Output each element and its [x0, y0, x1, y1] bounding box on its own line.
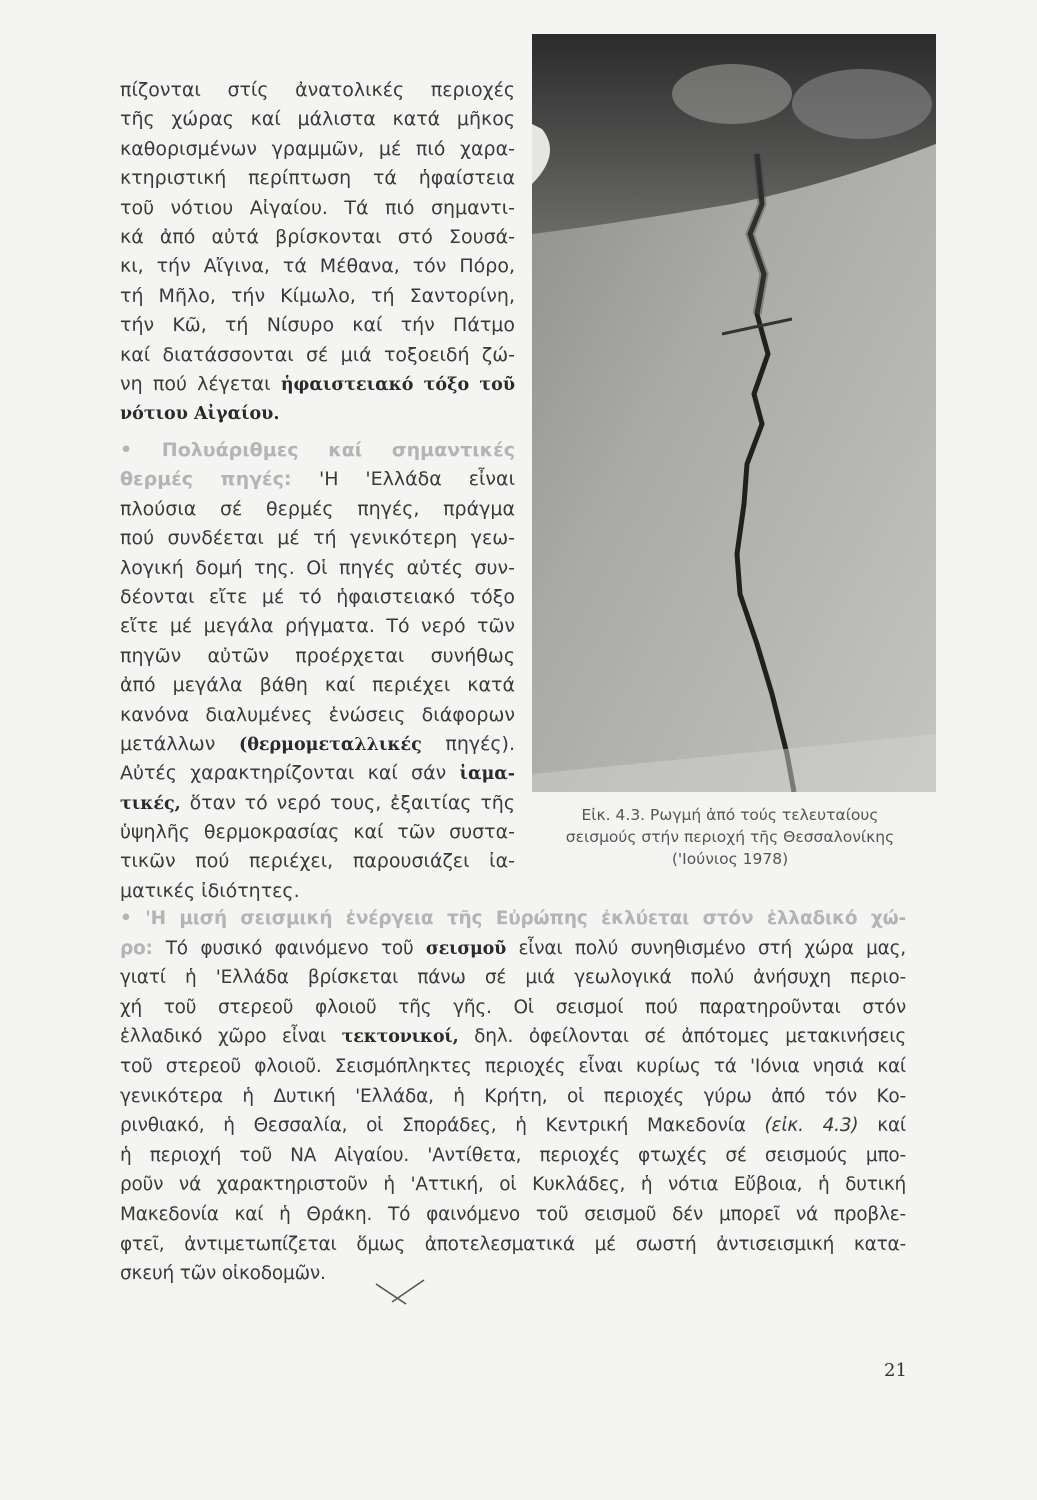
text-segment: εἶναι πολύ συνηθισμένο στή χώρα μας,	[506, 937, 906, 959]
text-segment: ὅταν τό νερό τους, ἐξαιτίας τῆς	[180, 791, 515, 814]
text-segment: σκευή τῶν οἰκοδομῶν.	[120, 1263, 326, 1285]
text-segment: Αὐτές χαρακτηρίζονται καί σάν	[120, 762, 460, 785]
figure-reference: (εἰκ. 4.3)	[764, 1115, 859, 1137]
text-line	[120, 341, 515, 370]
text-segment: τικῶν πού περιέχει, παρουσιάζει ἰα-	[120, 850, 515, 873]
text-segment: τῆς χώρας καί μάλιστα κατά μῆκος	[120, 108, 515, 131]
text-line	[120, 993, 906, 1023]
text-line	[120, 554, 515, 583]
text-line	[120, 642, 515, 671]
bold-term: τικές,	[120, 793, 181, 814]
text-line	[120, 1052, 906, 1082]
text-segment: Τό φυσικό φαινόμενο τοῦ	[165, 937, 426, 959]
text-line	[120, 1111, 906, 1141]
section-heading: • Πολυάριθμες καί σημαντικές	[120, 439, 515, 461]
section-heading: ρο:	[120, 937, 166, 959]
bold-term: σεισμοῦ	[425, 938, 507, 959]
paragraph-volcanoes	[120, 76, 515, 429]
text-line	[120, 934, 906, 964]
text-line	[120, 164, 515, 193]
text-segment: κτηριστική περίπτωση τά ἡφαίστεια	[120, 167, 515, 190]
text-segment: νη πού λέγεται	[120, 372, 281, 395]
paragraph-earthquakes	[120, 904, 906, 1289]
section-heading: θερμές πηγές:	[120, 468, 319, 491]
text-line	[120, 963, 906, 993]
text-line	[120, 223, 515, 252]
text-segment: λογική δομή της. Οἱ πηγές αὐτές συν-	[120, 556, 515, 579]
text-line	[120, 105, 515, 134]
text-segment: ροῦν νά χαρακτηριστοῦν ἡ 'Αττική, οἱ Κυκλάδες, ἡ νότια Εὔβοια, ἡ δυτική	[120, 1174, 906, 1196]
text-segment: φτεῖ, ἀντιμετωπίζεται ὅμως ἀποτελεσματικά μέ σωστή ἀντισεισμική κατα-	[120, 1233, 906, 1255]
text-segment: ματικές ἰδιότητες.	[120, 879, 300, 902]
text-segment: ἡ περιοχή τοῦ ΝΑ Αἰγαίου. 'Αντίθετα, περιοχές φτωχές σέ σεισμούς μπο-	[120, 1144, 906, 1166]
text-segment: δέονται εἴτε μέ τό ἡφαιστειακό τόξο	[120, 585, 515, 608]
caption-line: Εἰκ. 4.3. Ρωγμή ἀπό τούς τελευταίους	[581, 806, 879, 824]
text-line	[120, 730, 515, 759]
text-line	[120, 847, 515, 876]
text-line	[120, 1141, 906, 1171]
bold-term: (θερμομεταλλικές	[238, 734, 422, 755]
text-segment: δηλ. ὀφείλονται σέ ἀπότομες μετακινήσεις	[458, 1026, 906, 1048]
text-line	[120, 76, 515, 105]
text-line	[120, 1170, 906, 1200]
text-segment: πηγῶν αὐτῶν προέρχεται συνήθως	[120, 644, 515, 667]
figure-caption	[540, 804, 920, 870]
text-line	[120, 370, 515, 399]
text-segment: τοῦ στερεοῦ φλοιοῦ. Σεισμόπληκτες περιοχές εἶναι κυρίως τά 'Ιόνια νησιά καί	[120, 1055, 906, 1077]
text-line	[120, 671, 515, 700]
text-line	[120, 818, 515, 847]
text-segment: 'Η 'Ελλάδα εἶναι	[318, 468, 515, 491]
text-line	[120, 789, 515, 818]
text-line	[120, 465, 515, 494]
handwritten-x-mark	[372, 1278, 428, 1306]
text-line	[120, 1259, 906, 1289]
text-line	[120, 399, 515, 428]
bold-term: ἰαμα-	[459, 764, 515, 785]
caption-line: σεισμούς στήν περιοχή τῆς Θεσσαλονίκης	[565, 828, 895, 846]
page-number: 21	[884, 1360, 907, 1381]
text-segment: πηγές).	[421, 732, 515, 755]
text-segment: Μακεδονία καί ἡ Θράκη. Τό φαινόμενο τοῦ σεισμοῦ δέν μπορεῖ νά προβλε-	[120, 1203, 906, 1225]
text-segment: μετάλλων	[120, 732, 239, 755]
text-line	[120, 583, 515, 612]
text-segment: κά ἀπό αὐτά βρίσκονται στό Σουσά-	[120, 225, 515, 248]
text-line	[120, 759, 515, 788]
figure-photo-earthquake-crack	[532, 34, 936, 792]
text-line	[120, 311, 515, 340]
text-line	[120, 904, 906, 934]
text-segment: τή Μῆλο, τήν Κίμωλο, τή Σαντορίνη,	[120, 284, 515, 307]
text-segment: γιατί ἡ 'Ελλάδα βρίσκεται πάνω σέ μιά γεωλογικά πολύ ἀνήσυχη περιο-	[120, 967, 906, 989]
text-segment: τοῦ νότιου Αἰγαίου. Τά πιό σημαντι-	[120, 196, 515, 219]
paragraph-hot-springs	[120, 436, 515, 906]
text-line	[120, 524, 515, 553]
text-segment: πλούσια σέ θερμές πηγές, πράγμα	[120, 497, 515, 520]
text-segment: ρινθιακό, ἡ Θεσσαλία, οἱ Σποράδες, ἡ Κεντρική Μακεδονία	[120, 1115, 765, 1137]
text-segment: τήν Κῶ, τή Νίσυρο καί τήν Πάτμο	[120, 314, 515, 337]
text-segment: χή τοῦ στερεοῦ φλοιοῦ τῆς γῆς. Οἱ σεισμοί πού παρατηροῦνται στόν	[120, 996, 906, 1018]
text-segment: καί	[858, 1115, 906, 1137]
text-segment: ἀπό μεγάλα βάθη καί περιέχει κατά	[120, 674, 515, 697]
text-line	[120, 877, 515, 906]
bold-term: τεκτονικοί,	[341, 1027, 459, 1048]
text-segment: εἴτε μέ μεγάλα ρήγματα. Τό νερό τῶν	[120, 615, 515, 638]
text-line	[120, 612, 515, 641]
text-segment: πίζονται στίς ἀνατολικές περιοχές	[120, 79, 515, 101]
text-segment: ἑλλαδικό χῶρο εἶναι	[120, 1026, 342, 1048]
text-line	[120, 135, 515, 164]
text-line	[120, 1022, 906, 1052]
text-line	[120, 252, 515, 281]
text-line	[120, 701, 515, 730]
text-line	[120, 194, 515, 223]
section-heading: • 'Η μισή σεισμική ἐνέργεια τῆς Εὐρώπης ἐκλύεται στόν ἑλλαδικό χώ-	[120, 908, 906, 929]
bold-term: νότιου Αἰγαίου.	[120, 404, 280, 425]
text-segment: καθορισμένων γραμμῶν, μέ πιό χαρα-	[120, 137, 515, 160]
text-segment: γενικότερα ἡ Δυτική 'Ελλάδα, ἡ Κρήτη, οἱ περιοχές γύρω ἀπό τόν Κο-	[120, 1085, 906, 1107]
text-segment: κι, τήν Αἴγινα, τά Μέθανα, τόν Πόρο,	[120, 255, 515, 278]
text-segment: καί διατάσσονται σέ μιά τοξοειδή ζώ-	[120, 343, 515, 366]
text-segment: πού συνδέεται μέ τή γενικότερη γεω-	[120, 527, 515, 550]
text-line	[120, 436, 515, 465]
text-line	[120, 282, 515, 311]
caption-line: ('Ιούνιος 1978)	[671, 850, 789, 868]
text-line	[120, 495, 515, 524]
text-line	[120, 1082, 906, 1112]
text-segment: ὑψηλῆς θερμοκρασίας καί τῶν συστα-	[120, 821, 515, 844]
text-segment: κανόνα διαλυμένες ἑνώσεις διάφορων	[120, 703, 515, 726]
text-line	[120, 1230, 906, 1260]
bold-term: ἡφαιστειακό τόξο τοῦ	[280, 374, 515, 395]
text-line	[120, 1200, 906, 1230]
